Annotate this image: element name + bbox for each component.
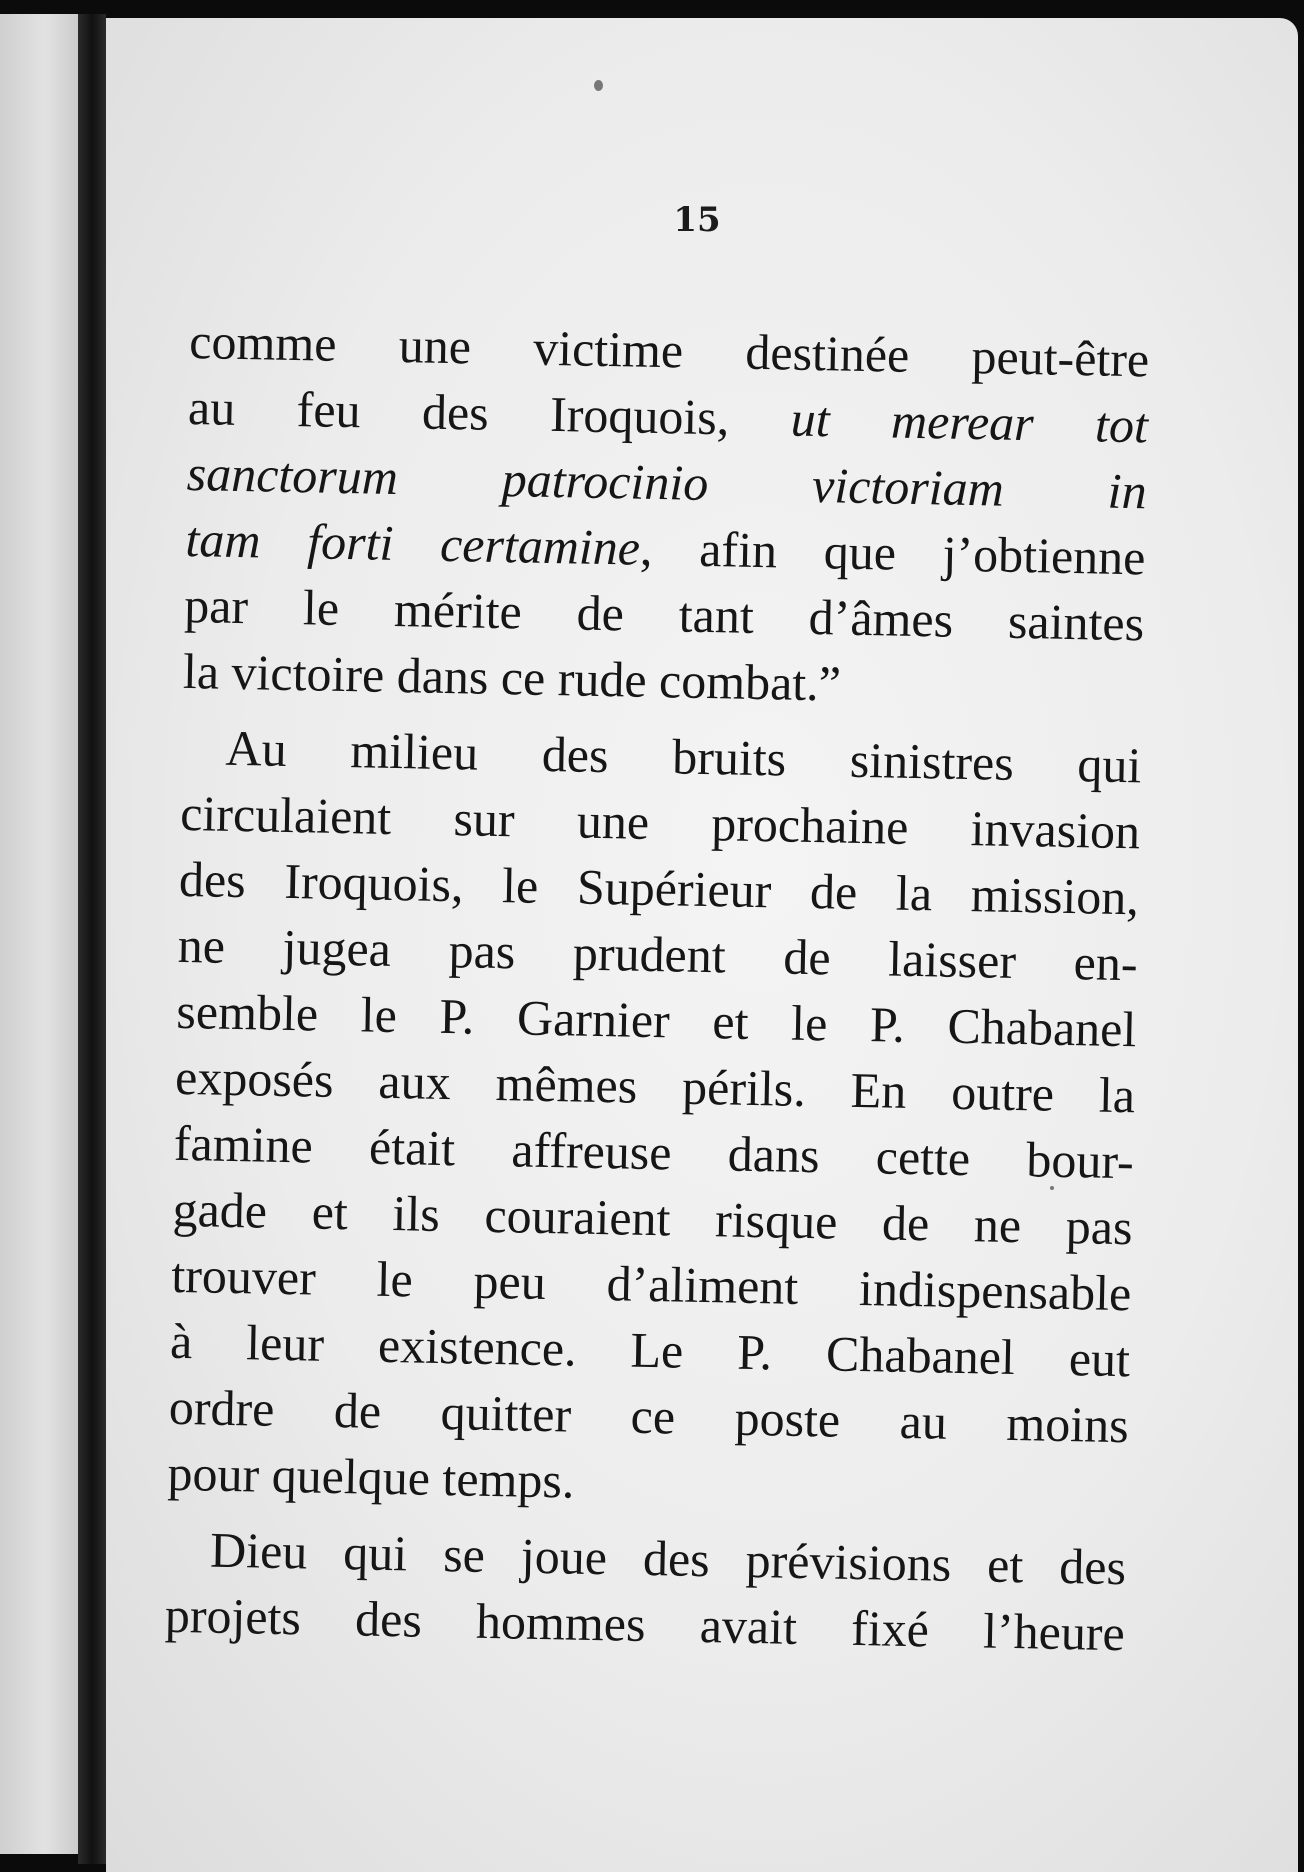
- page-number: 15: [673, 200, 721, 240]
- paragraph-1: [182, 308, 1149, 722]
- paragraph-2: [167, 714, 1142, 1524]
- text-line: projets des hommes avait fixé l’heure: [164, 1586, 1126, 1662]
- text-line: par le mérite de tant d’âmes saintes: [183, 576, 1145, 652]
- text-line: des Iroquois, le Supérieur de la mission,: [178, 850, 1140, 926]
- text-line: au feu des Iroquois, ut merear tot: [187, 378, 1149, 454]
- text-line: trouver le peu d’aliment indispensable: [170, 1246, 1132, 1322]
- latin-quote: sanctorum patrocinio victoriam in: [186, 444, 1148, 520]
- book-gutter: [78, 14, 106, 1864]
- text-line: ne jugea pas prudent de laisser en-: [177, 916, 1139, 992]
- text-line: Au milieu des bruits sinistres qui: [225, 719, 1142, 794]
- text-line: comme une victime destinée peut-être: [188, 312, 1150, 388]
- text-line: famine était affreuse dans cette bour-: [173, 1114, 1135, 1190]
- text-line: la victoire dans ce rude combat.”: [182, 642, 842, 712]
- paper-speck: [594, 80, 603, 91]
- text-line: à leur existence. Le P. Chabanel eut: [169, 1312, 1131, 1388]
- text-line: ordre de quitter ce poste au moins: [168, 1378, 1130, 1454]
- paragraph-3: [164, 1516, 1126, 1666]
- page-body: [164, 308, 1150, 1666]
- latin-quote: ut merear tot: [728, 389, 1149, 454]
- text-line: circulaient sur une prochaine invasion: [179, 784, 1141, 860]
- left-page-edge: [0, 14, 82, 1854]
- text-line: exposés aux mêmes périls. En outre la: [174, 1048, 1136, 1124]
- text-line: tam forti certamine, afin que j’obtienne: [185, 510, 1146, 586]
- text-line: gade et ils couraient risque de ne pas: [172, 1180, 1134, 1256]
- latin-quote: tam forti certamine: [185, 510, 641, 576]
- text-line: Dieu qui se joue des prévisions et des: [209, 1521, 1127, 1596]
- text-line: pour quelque temps.: [167, 1444, 575, 1509]
- text-line: semble le P. Garnier et le P. Chabanel: [175, 982, 1137, 1058]
